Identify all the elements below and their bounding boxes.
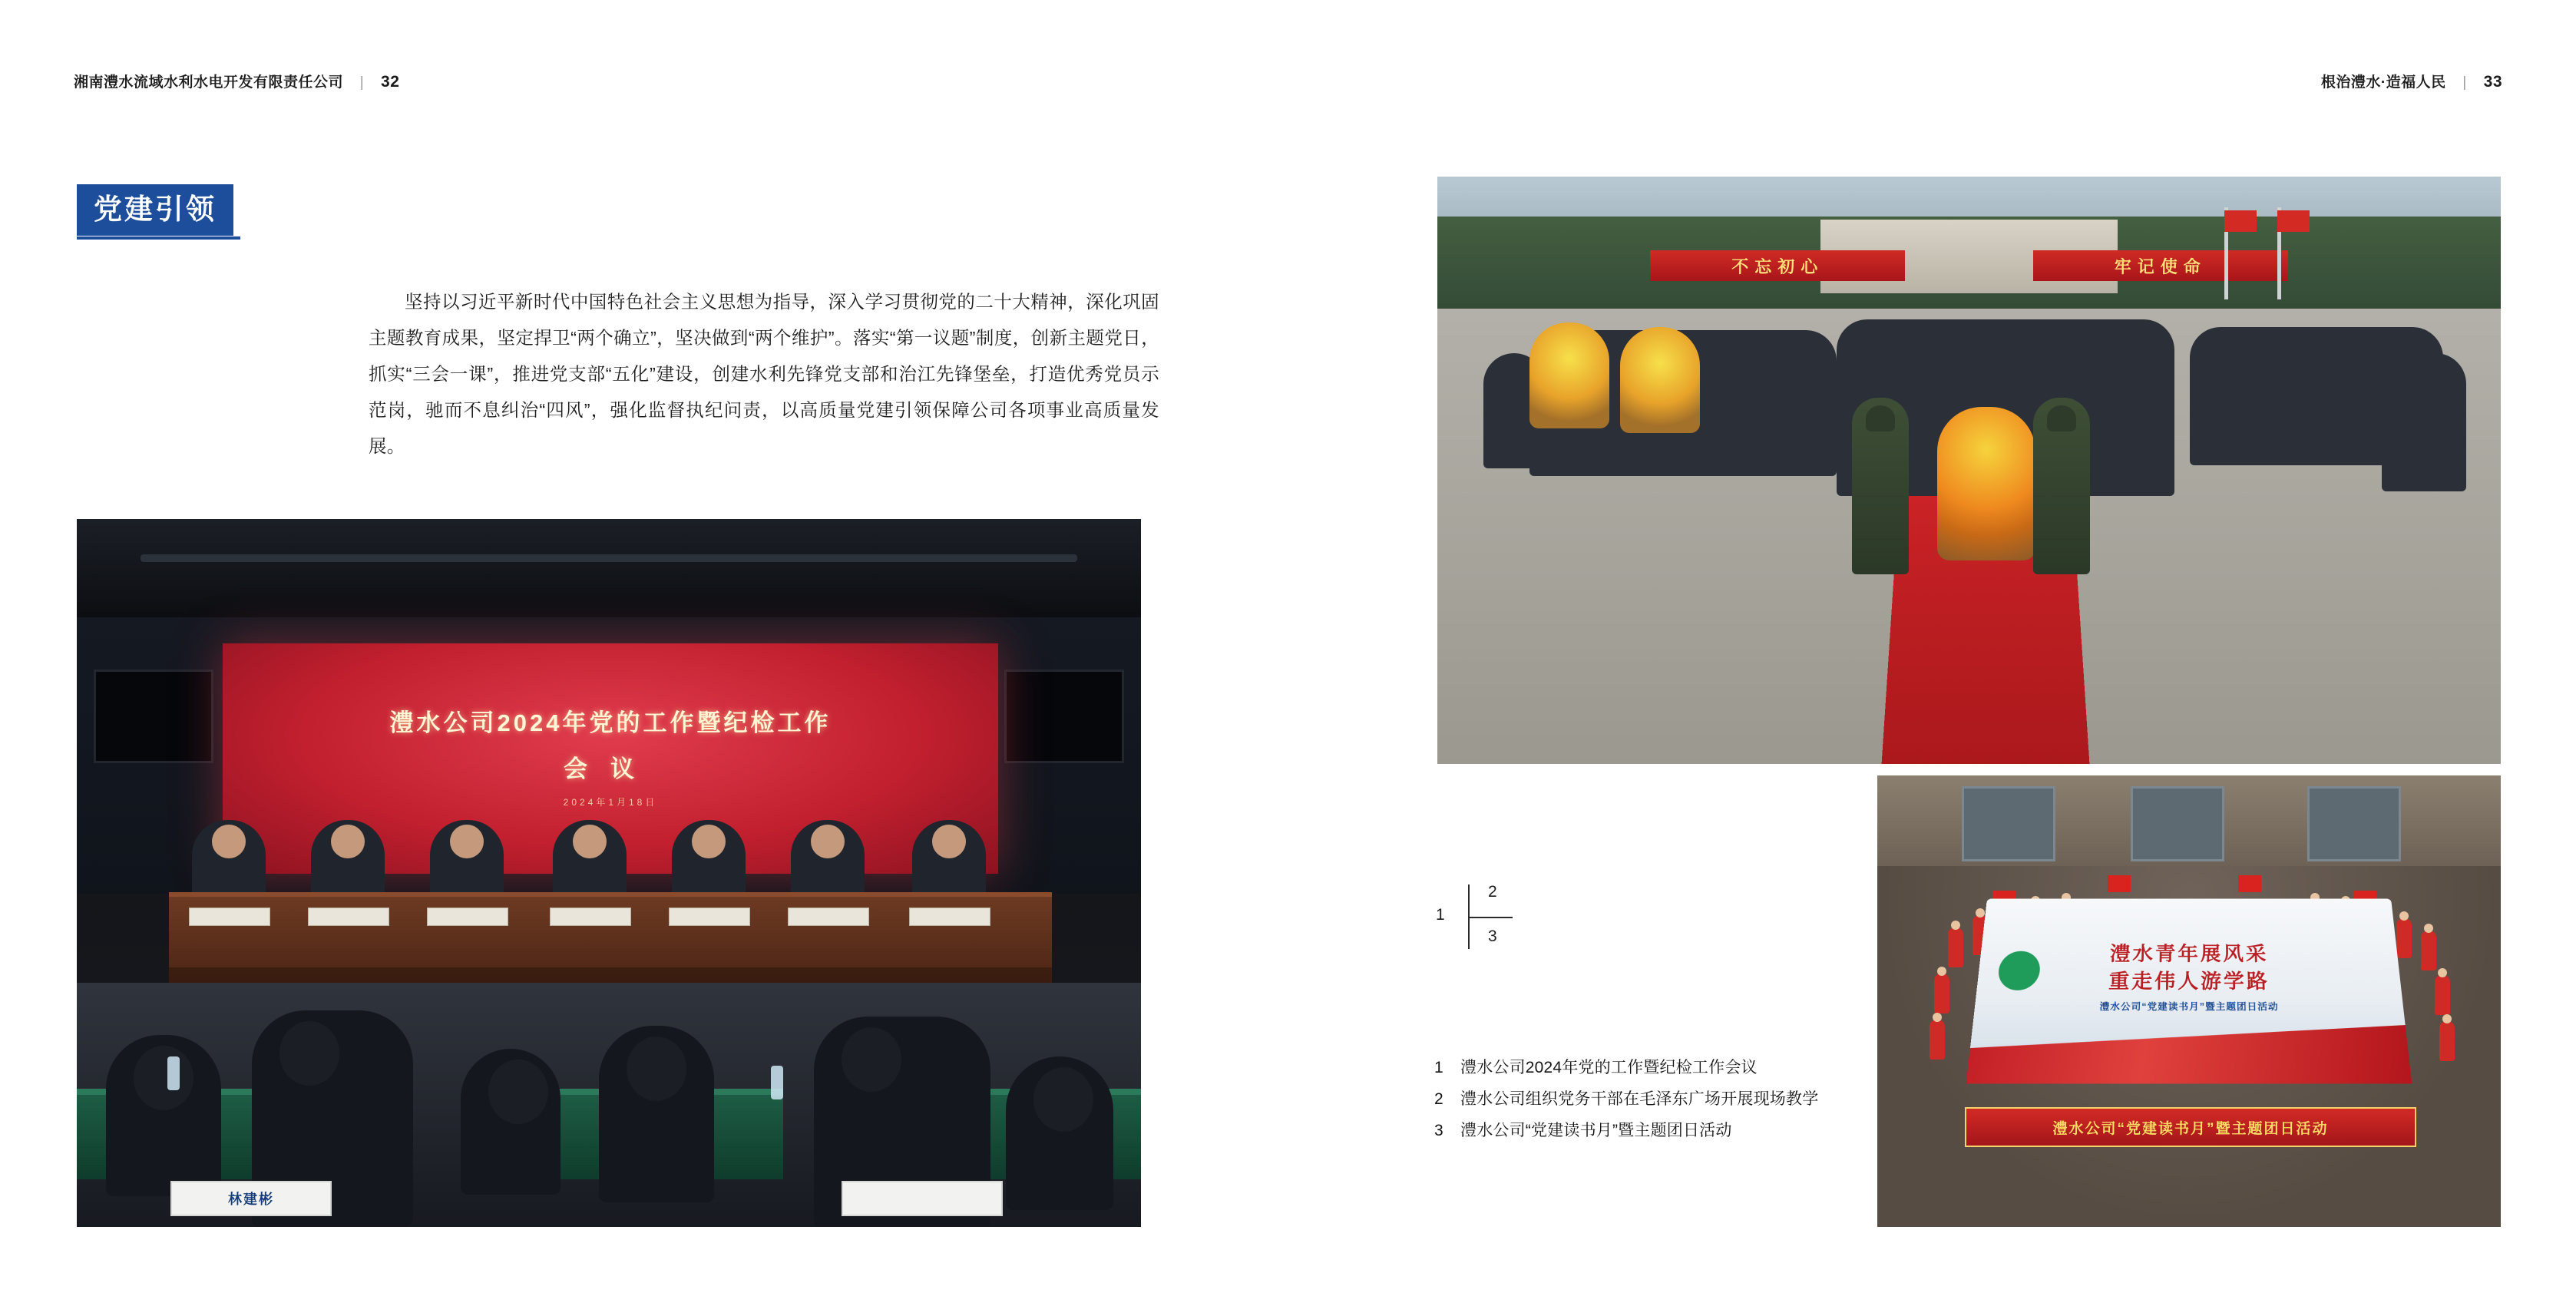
photo-memorial-square-visit — [1437, 177, 2501, 764]
red-flag — [2238, 875, 2261, 892]
head-table — [169, 892, 1052, 987]
panelist — [430, 820, 504, 900]
red-flag — [2277, 210, 2310, 232]
intro-paragraph: 坚持以习近平新时代中国特色社会主义思想为指导，深入学习贯彻党的二十大精神，深化巩固主题教育成果，坚定捍卫“两个确立”，坚决做到“两个维护”。落实“第一议题”制度，创新主题党日，抓实“三会一课”，推进党支部“五化”建设，创建水利先锋党支部和治江先锋堡垒，打造优秀党员示范岗，驰而不息纠治“四风”，强化监督执纪问责，以高质量党建引领保障公司各项事业高质量发展。 — [369, 292, 1159, 456]
banner-left: 不忘初心 — [1650, 250, 1905, 281]
header-separator-left: | — [359, 74, 365, 91]
panelist-nameplate — [427, 908, 508, 926]
bottom-red-banner: 澧水公司“党建读书月”暨主题团日活动 — [1965, 1107, 2417, 1147]
page-number-right: 33 — [2483, 73, 2502, 91]
honor-guard-left — [1852, 398, 1909, 574]
panelist-nameplate — [308, 908, 389, 926]
panelist — [912, 820, 986, 900]
participant — [2435, 975, 2450, 1015]
caption-number: 1 — [1434, 1059, 1443, 1076]
panelist — [553, 820, 627, 900]
wall-panel — [1962, 786, 2055, 861]
water-bottle — [771, 1066, 783, 1099]
section-title-badge: 党建引领 — [77, 184, 233, 236]
page-number-left: 32 — [381, 73, 400, 91]
photo-conference-meeting — [77, 519, 1141, 1227]
stage-screen-title: 澧水公司2024年党的工作暨纪检工作 — [389, 709, 832, 736]
panelist-nameplate — [189, 908, 270, 926]
slogan: 根治澧水·造福人民 — [2320, 74, 2446, 91]
panelist — [192, 820, 266, 900]
caption-number: 3 — [1434, 1122, 1443, 1139]
running-head-left — [74, 71, 399, 91]
wall-panel — [2131, 786, 2224, 861]
panelist — [672, 820, 746, 900]
participant — [1948, 927, 1963, 967]
caption-list — [1434, 1052, 2125, 1146]
panelist — [791, 820, 865, 900]
figure-key-2: 2 — [1488, 883, 1497, 901]
stage-screen-title-second-line: 会议 — [564, 755, 657, 782]
running-head-right — [2321, 71, 2502, 91]
banner-subtitle: 澧水公司“党建读书月”暨主题团日活动 — [2099, 1001, 2279, 1013]
figure-layout-key — [1436, 883, 1536, 949]
banner-main-line2: 重走伟人游学路 — [2108, 970, 2270, 993]
panelist-nameplate — [669, 908, 750, 926]
caption-text: 澧水公司2024年党的工作暨纪检工作会议 — [1460, 1059, 1758, 1076]
flower-wreath-left-2 — [1620, 327, 1700, 433]
panelist-nameplate — [788, 908, 869, 926]
attendee — [106, 1035, 221, 1196]
flower-wreath-left — [1529, 322, 1609, 428]
caption-text: 澧水公司组织党务干部在毛泽东广场开展现场教学 — [1460, 1090, 1819, 1108]
side-display-left — [94, 670, 213, 763]
honor-guard-right — [2033, 398, 2090, 574]
flower-basket — [1937, 407, 2035, 560]
water-bottle — [167, 1056, 180, 1090]
participant — [2439, 1021, 2455, 1061]
participant — [2421, 931, 2436, 970]
side-display-right — [1004, 670, 1124, 763]
wall-panel — [2307, 786, 2401, 861]
caption-number: 2 — [1434, 1090, 1443, 1108]
banner-right: 牢记使命 — [2033, 250, 2288, 281]
figure-key-1: 1 — [1436, 906, 1445, 924]
stage-screen-date: 2024年1月18日 — [563, 797, 658, 808]
header-separator-right: | — [2462, 74, 2467, 91]
attendee — [1006, 1056, 1113, 1210]
caption-item — [1434, 1115, 2125, 1146]
red-flag — [2108, 875, 2131, 892]
section-title-underline — [77, 236, 240, 240]
participant — [1934, 974, 1949, 1013]
panelist-nameplate — [550, 908, 631, 926]
panelist — [311, 820, 385, 900]
banner-main-line1: 澧水青年展风采 — [2109, 943, 2269, 965]
hall-ceiling — [77, 519, 1141, 617]
desk-nameplate-front-right — [842, 1181, 1003, 1216]
company-name: 湘南澧水流域水利水电开发有限责任公司 — [74, 74, 344, 91]
red-flag — [2224, 210, 2257, 232]
photo-youth-reading-month-activity — [1877, 775, 2501, 1227]
figure-key-3: 3 — [1488, 927, 1497, 945]
panelist-nameplate — [909, 908, 990, 926]
figure-key-horizontal-rule — [1468, 917, 1513, 918]
attendee — [599, 1026, 714, 1202]
bystander — [2382, 353, 2466, 491]
desk-nameplate-front-left: 林建彬 — [170, 1181, 332, 1216]
caption-item — [1434, 1052, 2125, 1083]
participant — [2396, 918, 2412, 958]
caption-text: 澧水公司“党建读书月”暨主题团日活动 — [1460, 1122, 1732, 1139]
attendee — [461, 1049, 561, 1195]
caption-item — [1434, 1083, 2125, 1115]
